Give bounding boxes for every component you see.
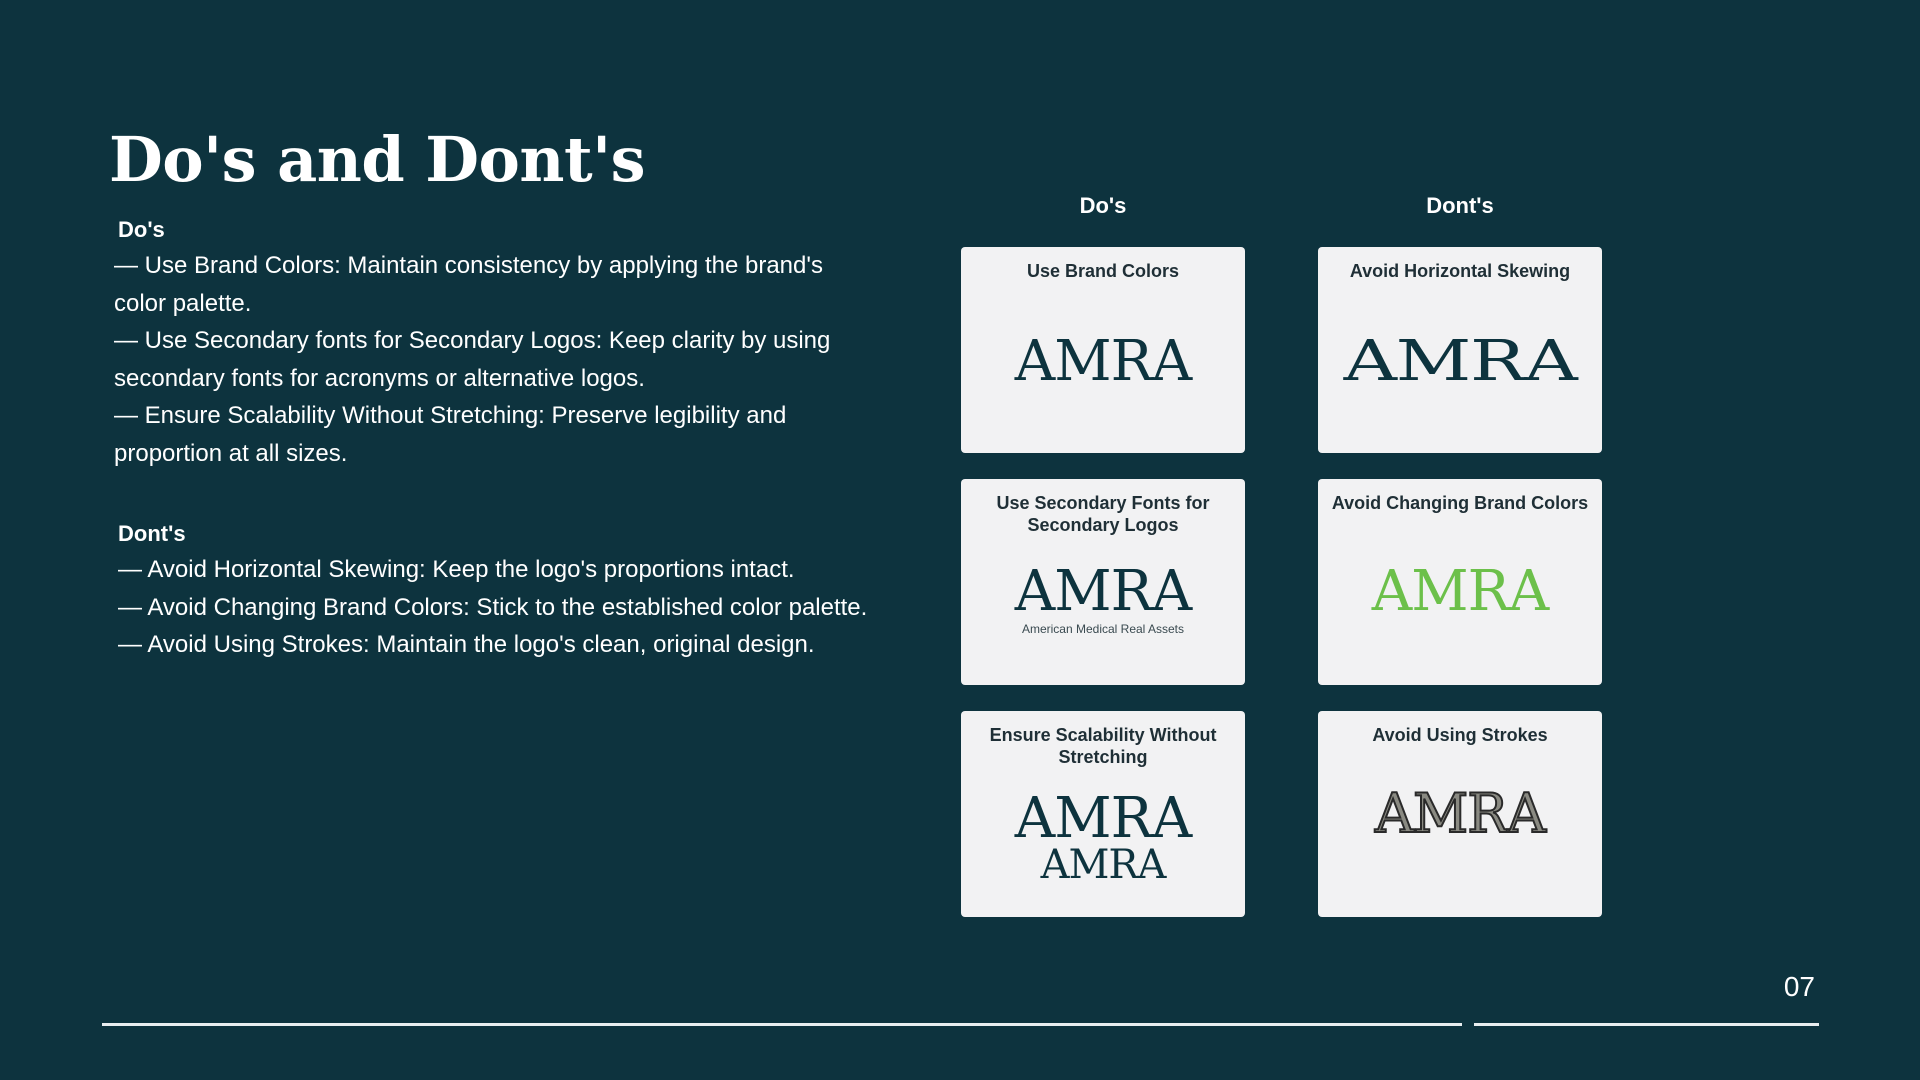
donts-text-block bbox=[114, 517, 874, 664]
card-avoid-strokes bbox=[1318, 711, 1602, 917]
card-avoid-changing-colors bbox=[1318, 479, 1602, 685]
donts-item: — Avoid Changing Brand Colors: Stick to the established color palette. bbox=[118, 593, 868, 621]
amra-logo-large: AMRA bbox=[1014, 786, 1192, 851]
amra-logo-green: AMRA bbox=[1371, 559, 1549, 624]
card-label: Avoid Using Strokes bbox=[1372, 725, 1548, 745]
card-scalability bbox=[961, 711, 1245, 917]
dos-column-label: Do's bbox=[1079, 193, 1127, 218]
dos-text-block bbox=[114, 213, 874, 472]
card-label: Use Brand Colors bbox=[1026, 261, 1180, 281]
card-label: Ensure Scalability Without Stretching bbox=[989, 725, 1217, 767]
amra-logo: AMRA bbox=[1014, 329, 1192, 394]
page-number: 07 bbox=[1783, 971, 1815, 1002]
card-label: Avoid Changing Brand Colors bbox=[1331, 493, 1589, 513]
page-title: Do's and Dont's bbox=[109, 123, 645, 196]
card-avoid-skewing bbox=[1318, 247, 1602, 453]
donts-item: — Avoid Using Strokes: Maintain the logo's clean, original design. bbox=[118, 631, 815, 658]
donts-heading: Dont's bbox=[118, 521, 186, 546]
card-use-brand-colors bbox=[961, 247, 1245, 453]
donts-item: — Avoid Horizontal Skewing: Keep the logo's proportions intact. bbox=[118, 556, 795, 583]
card-label: Avoid Horizontal Skewing bbox=[1349, 261, 1571, 281]
dos-item: — Use Brand Colors: Maintain consistency by applying the brand's color palette. bbox=[114, 252, 823, 317]
dos-heading: Do's bbox=[118, 217, 165, 242]
amra-logo-small: AMRA bbox=[1040, 842, 1166, 888]
amra-logo-skewed: AMRA bbox=[1343, 329, 1577, 394]
footer-divider-right bbox=[1474, 1023, 1819, 1026]
amra-logo: AMRA bbox=[1014, 559, 1192, 624]
card-secondary-fonts bbox=[961, 479, 1245, 685]
donts-column-label: Dont's bbox=[1426, 193, 1494, 218]
footer-divider-left bbox=[102, 1023, 1462, 1026]
card-label: Use Secondary Fonts for Secondary Logos bbox=[996, 493, 1210, 535]
amra-logo-stroked: AMRA bbox=[1375, 782, 1545, 845]
dos-item: — Use Secondary fonts for Secondary Logos: Keep clarity by using secondary fonts for acronyms or alternative logos. bbox=[114, 327, 831, 392]
logo-subtitle: American Medical Real Assets bbox=[1021, 622, 1185, 636]
dos-item: — Ensure Scalability Without Stretching: Preserve legibility and proportion at all sizes. bbox=[114, 402, 787, 467]
